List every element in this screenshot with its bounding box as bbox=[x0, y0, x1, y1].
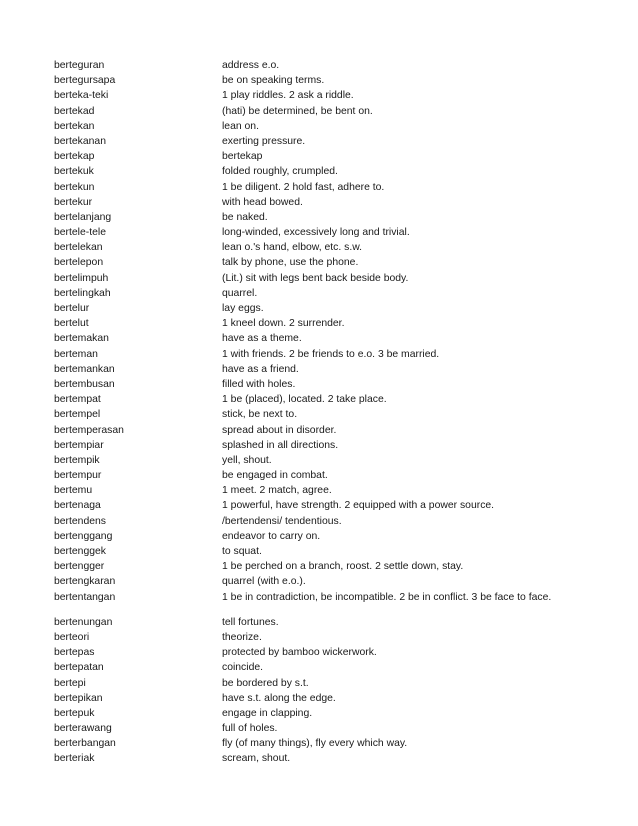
dictionary-entry bbox=[54, 377, 614, 392]
entry-term: bertelur bbox=[54, 303, 90, 314]
dictionary-entry bbox=[54, 316, 614, 331]
entry-definition: folded roughly, crumpled. bbox=[222, 166, 338, 178]
entry-term: bertentangan bbox=[54, 591, 116, 603]
dictionary-entry bbox=[54, 736, 614, 751]
dictionary-entry bbox=[54, 691, 614, 706]
entry-definition: fly (of many things), fly every which way. bbox=[222, 738, 408, 750]
entry-definition: endeavor to carry on. bbox=[222, 530, 321, 542]
dictionary-entry bbox=[54, 347, 614, 362]
dictionary-entry bbox=[54, 331, 614, 346]
entry-term: bertelanjang bbox=[54, 211, 112, 223]
entry-term: bertekad bbox=[54, 105, 95, 117]
entry-term: bertelut bbox=[54, 318, 89, 330]
entry-term: bertekan bbox=[54, 120, 95, 132]
entry-definition: have as a friend. bbox=[222, 363, 299, 375]
entry-term: berteguran bbox=[54, 60, 105, 71]
dictionary-entry bbox=[54, 119, 614, 134]
dictionary-entry bbox=[54, 423, 614, 438]
dictionary-entry bbox=[54, 559, 614, 574]
entry-term: bertengkaran bbox=[54, 576, 116, 588]
dictionary-entry bbox=[54, 751, 614, 766]
entry-definition: 1 powerful, have strength. 2 equipped with a power source. bbox=[222, 500, 495, 512]
entry-definition: tell fortunes. bbox=[222, 616, 279, 628]
entry-term: berteman bbox=[54, 348, 98, 360]
entry-definition: 1 be perched on a branch, roost. 2 settle down, stay. bbox=[222, 561, 464, 573]
dictionary-entry bbox=[54, 529, 614, 544]
entry-definition: lean o.'s hand, elbow, etc. s.w. bbox=[222, 242, 363, 254]
dictionary-entry bbox=[54, 438, 614, 453]
entry-term: bertepuk bbox=[54, 707, 95, 719]
entry-term: bertekanan bbox=[54, 135, 106, 147]
entry-term: bertegursapa bbox=[54, 75, 116, 87]
entry-term: bertemperasan bbox=[54, 424, 124, 436]
entry-term: bertempiar bbox=[54, 439, 104, 451]
entry-term: bertekap bbox=[54, 151, 95, 163]
dictionary-entry bbox=[54, 88, 614, 103]
dictionary-entry bbox=[54, 468, 614, 483]
dictionary-entry bbox=[54, 676, 614, 691]
entry-term: bertelimpuh bbox=[54, 272, 109, 284]
entry-term: bertempur bbox=[54, 470, 102, 482]
entry-definition: lean on. bbox=[222, 120, 259, 132]
dictionary-entry bbox=[54, 574, 614, 589]
entry-term: bertendens bbox=[54, 515, 106, 527]
entry-term: bertelekan bbox=[54, 242, 103, 254]
entry-term: berterbangan bbox=[54, 738, 116, 750]
dictionary-entry bbox=[54, 164, 614, 179]
entry-definition: 1 be in contradiction, be incompatible. 2 be in conflict. 3 be face to face. bbox=[222, 591, 552, 603]
entry-definition: talk by phone, use the phone. bbox=[222, 257, 359, 269]
entry-definition: filled with holes. bbox=[222, 378, 296, 390]
entry-term: berterawang bbox=[54, 723, 112, 735]
entry-definition: engage in clapping. bbox=[222, 707, 313, 719]
entry-definition: splashed in all directions. bbox=[222, 439, 339, 451]
dictionary-entry bbox=[54, 498, 614, 513]
entry-definition: be naked. bbox=[222, 211, 268, 223]
entry-term: bertembusan bbox=[54, 378, 115, 390]
entry-term: bertekuk bbox=[54, 166, 94, 178]
entry-term: bertemu bbox=[54, 485, 93, 497]
entry-definition: stick, be next to. bbox=[222, 409, 298, 421]
entry-term: bertenaga bbox=[54, 500, 101, 512]
dictionary-entry bbox=[54, 630, 614, 645]
dictionary-entry bbox=[54, 58, 614, 73]
entry-term: bertenggang bbox=[54, 530, 113, 542]
entry-definition: 1 kneel down. 2 surrender. bbox=[222, 318, 345, 330]
entry-definition: long-winded, excessively long and trivial. bbox=[222, 227, 410, 239]
entry-definition: quarrel (with e.o.). bbox=[222, 576, 306, 588]
entry-term: bertenungan bbox=[54, 616, 113, 628]
entry-definition: with head bowed. bbox=[222, 196, 303, 208]
entry-term: bertepas bbox=[54, 647, 95, 659]
dictionary-entry bbox=[54, 104, 614, 119]
dictionary-entry bbox=[54, 590, 614, 605]
dictionary-entry bbox=[54, 301, 614, 316]
entry-term: bertelepon bbox=[54, 257, 104, 269]
entry-definition: (hati) be determined, be bent on. bbox=[222, 105, 373, 117]
entry-definition: have as a theme. bbox=[222, 333, 302, 345]
dictionary-entry bbox=[54, 645, 614, 660]
entry-definition: spread about in disorder. bbox=[222, 424, 337, 436]
entry-term: berteori bbox=[54, 631, 90, 643]
entry-definition: exerting pressure. bbox=[222, 135, 306, 147]
dictionary-entry bbox=[54, 392, 614, 407]
dictionary-entry bbox=[54, 514, 614, 529]
dictionary-entry bbox=[54, 660, 614, 675]
entry-term: bertele-tele bbox=[54, 227, 106, 239]
entry-definition: be bordered by s.t. bbox=[222, 677, 309, 689]
dictionary-entry bbox=[54, 362, 614, 377]
entry-definition: be on speaking terms. bbox=[222, 75, 325, 87]
dictionary-entry bbox=[54, 453, 614, 468]
entry-definition: (Lit.) sit with legs bent back beside body. bbox=[222, 272, 409, 284]
entry-definition: /bertendensi/ tendentious. bbox=[222, 515, 342, 527]
entry-definition: yell, shout. bbox=[222, 454, 272, 466]
entry-term: bertekur bbox=[54, 196, 93, 208]
dictionary-entry bbox=[54, 615, 614, 630]
entry-definition: theorize. bbox=[222, 631, 262, 643]
dictionary-entry bbox=[54, 134, 614, 149]
dictionary-entry-list bbox=[54, 58, 614, 767]
dictionary-entry bbox=[54, 706, 614, 721]
dictionary-entry bbox=[54, 483, 614, 498]
dictionary-entry bbox=[54, 721, 614, 736]
dictionary-entry bbox=[54, 210, 614, 225]
entry-definition: have s.t. along the edge. bbox=[222, 692, 336, 704]
dictionary-entry bbox=[54, 271, 614, 286]
entry-definition: bertekap bbox=[222, 151, 263, 163]
dictionary-entry bbox=[54, 180, 614, 195]
entry-definition: protected by bamboo wickerwork. bbox=[222, 647, 377, 659]
entry-definition: 1 be diligent. 2 hold fast, adhere to. bbox=[222, 181, 385, 193]
dictionary-entry bbox=[54, 255, 614, 270]
entry-term: bertepikan bbox=[54, 692, 103, 704]
entry-definition: quarrel. bbox=[222, 287, 258, 299]
entry-definition: scream, shout. bbox=[222, 753, 291, 765]
entry-term: bertempel bbox=[54, 409, 101, 421]
dictionary-entry bbox=[54, 407, 614, 422]
entry-definition: 1 meet. 2 match, agree. bbox=[222, 485, 332, 497]
entry-definition: 1 be (placed), located. 2 take place. bbox=[222, 394, 387, 406]
entry-definition: to squat. bbox=[222, 546, 262, 557]
dictionary-entry bbox=[54, 544, 614, 559]
entry-definition: be engaged in combat. bbox=[222, 470, 328, 482]
entry-definition: coincide. bbox=[222, 662, 264, 674]
entry-term: bertengger bbox=[54, 561, 105, 573]
entry-term: bertenggek bbox=[54, 546, 106, 557]
entry-definition: full of holes. bbox=[222, 723, 278, 735]
entry-term: bertempat bbox=[54, 394, 101, 406]
entry-definition: 1 with friends. 2 be friends to e.o. 3 be married. bbox=[222, 348, 440, 360]
entry-term: bertemakan bbox=[54, 333, 109, 345]
entry-term: bertepatan bbox=[54, 662, 104, 674]
entry-term: bertemankan bbox=[54, 363, 115, 375]
entry-term: bertelingkah bbox=[54, 287, 111, 299]
entry-definition: address e.o. bbox=[222, 60, 280, 71]
entry-term: berteka-teki bbox=[54, 90, 109, 102]
entry-term: bertekun bbox=[54, 181, 95, 193]
dictionary-entry bbox=[54, 195, 614, 210]
dictionary-entry bbox=[54, 240, 614, 255]
entry-definition: lay eggs. bbox=[222, 303, 264, 314]
dictionary-entry bbox=[54, 73, 614, 88]
dictionary-entry bbox=[54, 286, 614, 301]
entry-definition: 1 play riddles. 2 ask a riddle. bbox=[222, 90, 354, 102]
dictionary-entry bbox=[54, 225, 614, 240]
dictionary-entry bbox=[54, 149, 614, 164]
entry-term: berteriak bbox=[54, 753, 95, 765]
entry-term: bertempik bbox=[54, 454, 100, 466]
entry-term: bertepi bbox=[54, 677, 86, 689]
